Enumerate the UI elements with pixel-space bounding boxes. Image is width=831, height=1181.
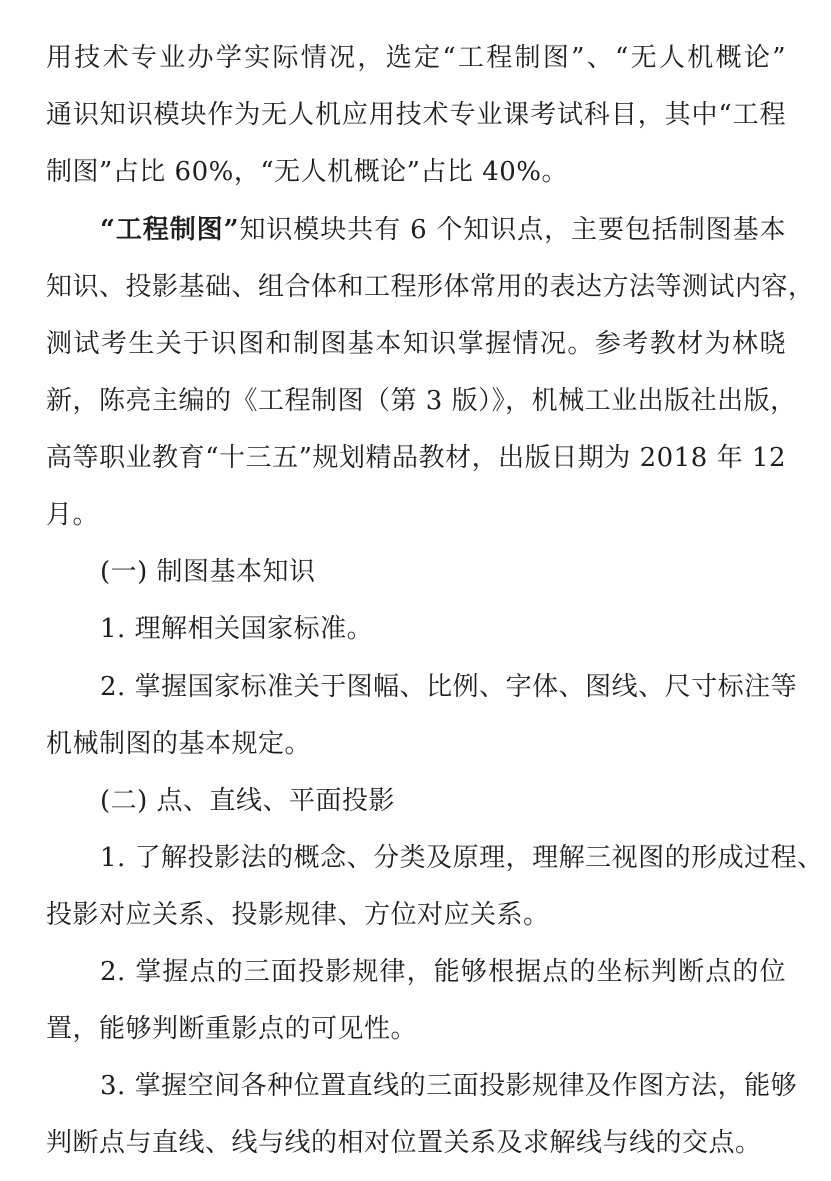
paragraph-line: 置，能够判断重影点的可见性。 [46, 1014, 418, 1044]
paragraph-line: 知识、投影基础、组合体和工程形体常用的表达方法等测试内容， [46, 272, 815, 302]
paragraph-line: 测试考生关于识图和制图基本知识掌握情况。参考教材为林晓 [46, 329, 786, 359]
paragraph-line: 投影对应关系、投影规律、方位对应关系。 [46, 900, 550, 930]
paragraph-line: 用技术专业办学实际情况，选定“工程制图”、“无人机概论” [46, 43, 786, 73]
list-item: 2. 掌握国家标准关于图幅、比例、字体、图线、尺寸标注等 [100, 672, 798, 702]
paragraph-line: 新，陈亮主编的《工程制图（第 3 版）》，机械工业出版社出版， [46, 386, 797, 416]
list-item: 2. 掌握点的三面投影规律，能够根据点的坐标判断点的位 [100, 957, 786, 987]
bold-term: “工程制图” [100, 215, 240, 245]
list-item: 1. 理解相关国家标准。 [100, 614, 374, 644]
paragraph-line [100, 214, 786, 246]
paragraph-line: 月。 [46, 500, 100, 530]
list-item: 1. 了解投影法的概念、分类及原理，理解三视图的形成过程、 [100, 843, 824, 873]
paragraph-line: 机械制图的基本规定。 [46, 729, 312, 759]
section-heading: (一) 制图基本知识 [100, 557, 316, 587]
paragraph-line: 通识知识模块作为无人机应用技术专业课考试科目，其中“工程 [46, 100, 786, 130]
paragraph-line: 制图”占比 60%，“无人机概论”占比 40%。 [46, 157, 568, 187]
list-item: 3. 掌握空间各种位置直线的三面投影规律及作图方法，能够 [100, 1071, 798, 1101]
paragraph-line: 判断点与直线、线与线的相对位置关系及求解线与线的交点。 [46, 1128, 762, 1158]
paragraph-line: 高等职业教育“十三五”规划精品教材，出版日期为 2018 年 12 [46, 443, 786, 473]
paragraph-text: 知识模块共有 6 个知识点，主要包括制图基本 [239, 215, 786, 245]
section-heading: (二) 点、直线、平面投影 [100, 786, 396, 816]
